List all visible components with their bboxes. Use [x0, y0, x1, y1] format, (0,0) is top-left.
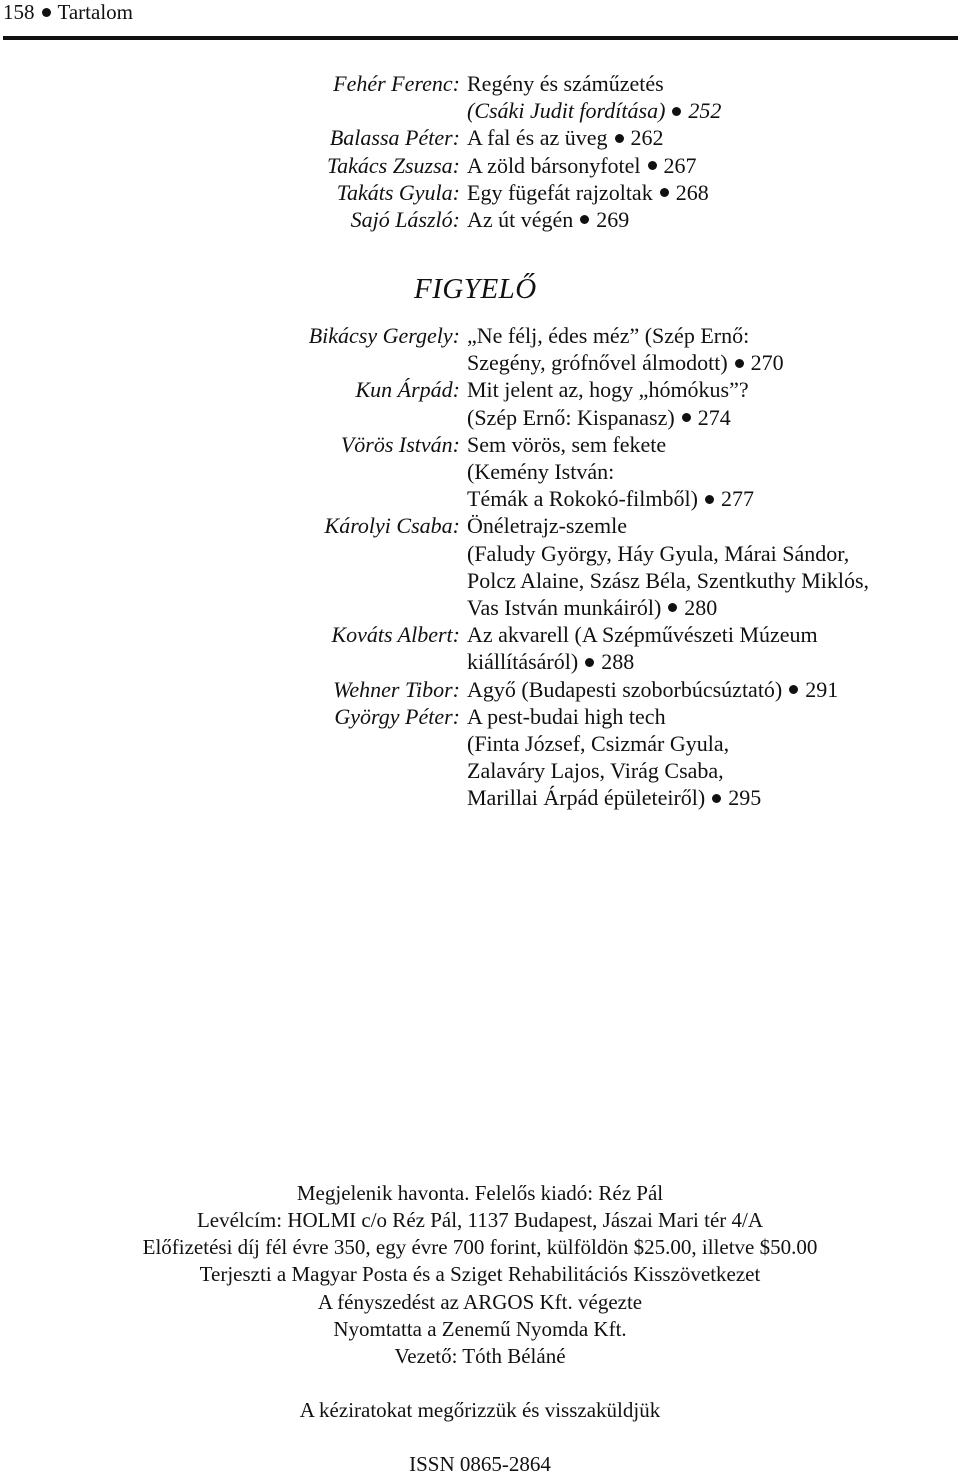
- toc-title: (Szép Ernő: Kispanasz) 274: [467, 404, 731, 430]
- toc-page-number: 280: [684, 595, 718, 620]
- bullet-icon: [648, 161, 657, 170]
- toc-page-number: 291: [805, 676, 839, 702]
- toc-title: A zöld bársonyfotel 267: [467, 152, 697, 178]
- toc-author: Wehner Tibor:: [333, 676, 460, 702]
- toc-line: [0, 540, 960, 567]
- colophon-line: Vezető: Tóth Béláné: [394, 1344, 566, 1368]
- toc-title: (Csáki Judit fordítása) 252: [467, 98, 722, 124]
- colophon-line: Nyomtatta a Zenemű Nyomda Kft.: [333, 1317, 627, 1341]
- toc-author: György Péter:: [334, 703, 460, 729]
- toc-title: Egy fügefát rajzoltak 268: [467, 179, 709, 205]
- toc-title: „Ne félj, édes méz” (Szép Ernő:: [467, 323, 750, 348]
- toc-title: (Finta József, Csizmár Gyula,: [467, 731, 730, 756]
- toc-line: [0, 458, 960, 485]
- running-header: [3, 0, 958, 40]
- colophon-line: A fényszedést az ARGOS Kft. végezte: [317, 1290, 643, 1314]
- bullet-icon: [789, 685, 798, 694]
- toc-line: [0, 621, 960, 648]
- manuscript-note: A kéziratokat megőrizzük és visszaküldjük: [299, 1398, 661, 1422]
- bullet-icon: [660, 188, 669, 197]
- toc-line: [0, 730, 960, 757]
- bullet-icon: [712, 794, 721, 803]
- toc-author: Takáts Gyula:: [336, 179, 460, 205]
- toc-title: (Faludy György, Háy Gyula, Márai Sándor,: [467, 540, 850, 566]
- toc-page-number: 270: [750, 350, 784, 376]
- toc-title: Sem vörös, sem fekete: [467, 431, 667, 457]
- toc-title: Polcz Alaine, Szász Béla, Szentkuthy Miklós,: [467, 567, 870, 593]
- bullet-icon: [735, 359, 744, 368]
- toc-line: [0, 757, 960, 784]
- toc-line: [0, 97, 960, 124]
- toc-line: [0, 349, 960, 376]
- toc-author: Fehér Ferenc:: [333, 71, 460, 96]
- toc-title: kiállításáról) 288: [467, 649, 635, 675]
- toc-line: [0, 567, 960, 594]
- toc-line: [0, 376, 960, 403]
- toc-line: [0, 676, 960, 703]
- toc-title: Önéletrajz-szemle: [467, 513, 628, 539]
- toc-line: [0, 485, 960, 512]
- colophon-line: Előfizetési díj fél évre 350, egy évre 700 forint, külföldön $25.00, illetve $50.00: [142, 1235, 818, 1259]
- toc-line: [0, 784, 960, 811]
- toc-page-number: 267: [663, 152, 697, 178]
- toc-line: [0, 404, 960, 431]
- toc-author: Takács Zsuzsa:: [326, 152, 460, 178]
- toc-author: Kun Árpád:: [355, 377, 460, 403]
- toc-line: [0, 594, 960, 621]
- toc-title: Vas István munkáiról) 280: [467, 595, 718, 620]
- bullet-icon: [672, 107, 681, 116]
- bullet-icon: [42, 8, 51, 17]
- toc-line: [0, 648, 960, 675]
- toc-line: [0, 703, 960, 730]
- section-heading: FIGYELŐ: [414, 273, 537, 305]
- toc-title: Az út végén 269: [467, 207, 630, 232]
- toc-author: Vörös István:: [340, 431, 460, 457]
- page-number: 158: [3, 0, 35, 24]
- toc-line: [0, 152, 960, 179]
- bullet-icon: [668, 603, 677, 612]
- bullet-icon: [705, 495, 714, 504]
- toc-author: Sajó László:: [350, 207, 460, 232]
- toc-title: Agyő (Budapesti szoborbúcsúztató) 291: [467, 676, 839, 702]
- toc-title: Mit jelent az, hogy „hómókus”?: [467, 377, 749, 403]
- toc-title: Regény és száműzetés: [467, 71, 664, 96]
- section-title: Tartalom: [57, 0, 133, 24]
- toc-page-number: 262: [630, 125, 664, 151]
- toc-page-number: 277: [720, 486, 754, 512]
- toc-page-number: 295: [728, 785, 762, 811]
- toc-page-number: 274: [697, 404, 731, 430]
- toc-title: Az akvarell (A Szépművészeti Múzeum: [467, 622, 818, 648]
- bullet-icon: [615, 134, 624, 143]
- issn: ISSN 0865-2864: [409, 1452, 551, 1476]
- toc-author: Károlyi Csaba:: [324, 513, 460, 539]
- toc-line: [0, 70, 960, 97]
- toc-title: Témák a Rokokó-filmből) 277: [467, 486, 754, 512]
- toc-line: [0, 322, 960, 349]
- toc-title: Szegény, grófnővel álmodott) 270: [467, 350, 784, 376]
- toc-line: [0, 512, 960, 539]
- toc-page-number: 252: [688, 98, 722, 124]
- toc-title: A fal és az üveg 262: [467, 125, 664, 151]
- toc-title: A pest-budai high tech: [467, 703, 666, 729]
- toc-author: Balassa Péter:: [329, 125, 460, 151]
- bullet-icon: [580, 215, 589, 224]
- toc-title: (Kemény István:: [467, 459, 615, 484]
- toc-page-number: 288: [601, 649, 635, 675]
- toc-title: Zalaváry Lajos, Virág Csaba,: [467, 758, 724, 784]
- toc-author: Kováts Albert:: [331, 622, 460, 648]
- toc-line: [0, 124, 960, 151]
- toc-title: Marillai Árpád épületeiről) 295: [467, 785, 762, 811]
- toc-line: [0, 206, 960, 233]
- bullet-icon: [585, 658, 594, 667]
- toc-page-number: 268: [675, 179, 709, 205]
- toc-line: [0, 431, 960, 458]
- colophon-line: Megjelenik havonta. Felelős kiadó: Réz Pál: [296, 1181, 664, 1205]
- toc-line: [0, 179, 960, 206]
- colophon-line: Terjeszti a Magyar Posta és a Sziget Rehabilitációs Kisszövetkezet: [199, 1262, 761, 1286]
- colophon-line: Levélcím: HOLMI c/o Réz Pál, 1137 Budapest, Jászai Mari tér 4/A: [196, 1208, 764, 1232]
- bullet-icon: [682, 413, 691, 422]
- toc-page-number: 269: [596, 207, 630, 232]
- toc-author: Bikácsy Gergely:: [308, 323, 460, 348]
